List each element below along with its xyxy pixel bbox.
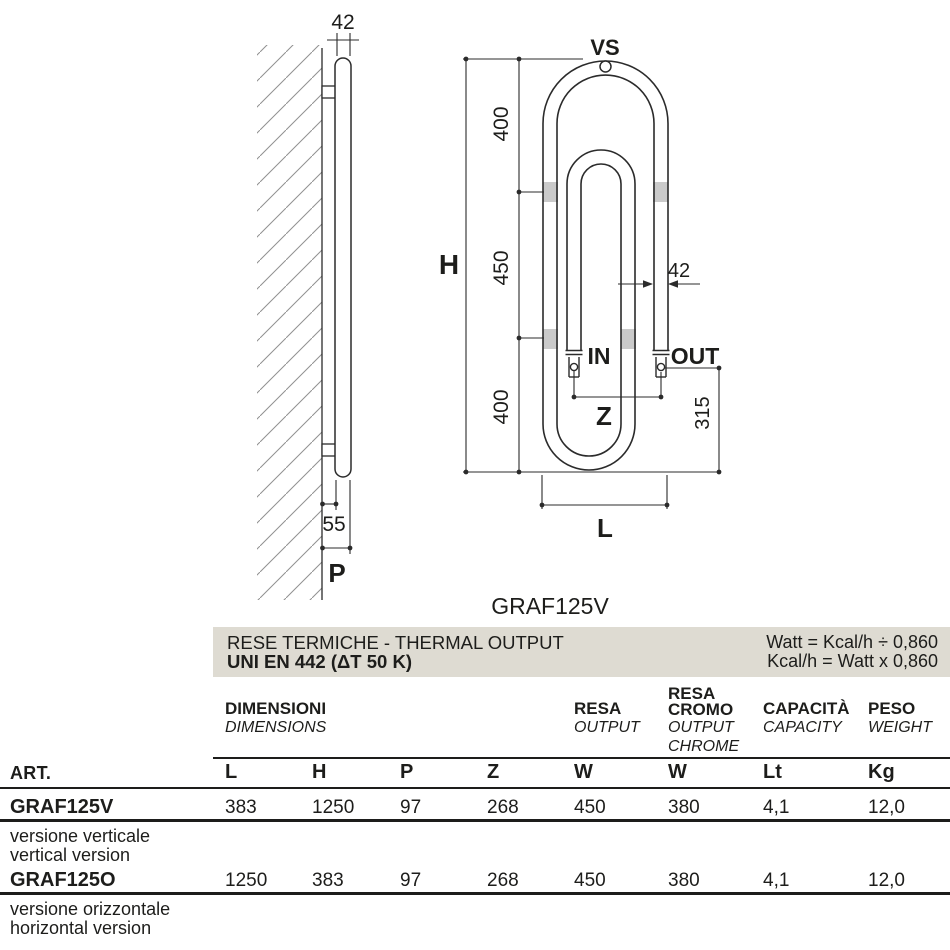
table-rule-2: [0, 819, 950, 822]
dim-42-side: [327, 33, 359, 56]
dim-450-label: 450: [490, 250, 513, 286]
row2-lt: 4,1: [763, 870, 790, 891]
col-h: H: [312, 761, 327, 783]
col-w1: W: [574, 761, 593, 783]
row1-note-en: vertical version: [10, 845, 131, 865]
side-view-tube: [335, 58, 351, 477]
col-w2: W: [668, 761, 687, 783]
thermal-output-band: [213, 627, 950, 677]
group-dimensions-en: DIMENSIONS: [225, 719, 327, 736]
group-weight: [868, 701, 932, 736]
group-dimensions-it: DIMENSIONI: [225, 699, 327, 718]
height-h-label: H: [438, 249, 460, 280]
table-rule-3: [0, 892, 950, 895]
group-weight-it: PESO: [868, 699, 916, 718]
width-l-label: L: [597, 513, 613, 543]
row1-w2: 380: [668, 797, 700, 818]
row1-art: GRAF125V: [10, 796, 114, 818]
row1-note-it: versione verticale: [10, 826, 151, 846]
row1-kg: 12,0: [868, 797, 905, 818]
row2-p: 97: [400, 870, 422, 891]
col-l: L: [225, 761, 238, 783]
row2-note-it: versione orizzontale: [10, 899, 171, 919]
band-title: [227, 633, 564, 672]
dim-42-side-label: 42: [331, 11, 355, 34]
model-caption: GRAF125V: [491, 593, 609, 619]
band-title-line2: UNI EN 442 (ΔT 50 K): [227, 651, 412, 672]
group-output-it: RESA: [574, 699, 622, 718]
dim-55-label: 55: [322, 513, 346, 536]
group-output-en: OUTPUT: [574, 719, 640, 736]
band-formulas: [766, 633, 938, 672]
dim-315-label: 315: [692, 396, 714, 430]
group-weight-en: WEIGHT: [868, 719, 932, 736]
table-rule-header: [213, 757, 950, 759]
group-output-chrome-it1: RESA: [668, 684, 716, 703]
inlet-in-label: IN: [587, 343, 611, 369]
group-capacity: [763, 701, 850, 736]
formula-line1: Watt = Kcal/h ÷ 0,860: [766, 631, 938, 652]
wall-hatch: [257, 45, 322, 600]
group-output-chrome-it2: CROMO: [668, 699, 734, 719]
dim-400-bottom-label: 400: [490, 389, 513, 425]
vent-valve-icon: [600, 61, 611, 72]
span-z-label: Z: [596, 401, 612, 431]
wall-bracket-bottom: [322, 444, 336, 456]
group-output: [574, 701, 640, 736]
outlet-out-label: OUT: [670, 343, 720, 369]
front-brackets: [543, 182, 668, 349]
depth-p-label: P: [328, 558, 346, 588]
row1-note: [10, 827, 150, 865]
row2-kg: 12,0: [868, 870, 905, 891]
row1-w1: 450: [574, 797, 606, 818]
col-z: Z: [487, 761, 500, 783]
table-rule-1: [0, 787, 950, 789]
row1-l: 383: [225, 797, 257, 818]
row1-z: 268: [487, 797, 519, 818]
band-title-line1: RESE TERMICHE - THERMAL OUTPUT: [227, 631, 564, 653]
group-output-chrome-en2: CHROME: [668, 737, 740, 755]
col-art: ART.: [10, 763, 52, 783]
group-capacity-it: CAPACITÀ: [763, 699, 850, 718]
row2-l: 1250: [225, 870, 268, 891]
vent-vs-label: VS: [590, 35, 620, 60]
wall-bracket-top: [322, 86, 336, 98]
formula-line2: Kcal/h = Watt x 0,860: [767, 651, 938, 671]
group-output-chrome: [668, 686, 739, 754]
dim-55-side: [320, 480, 338, 510]
row1-lt: 4,1: [763, 797, 790, 818]
col-lt: Lt: [763, 761, 782, 783]
dim-42-front-label: 42: [667, 260, 691, 282]
group-capacity-en: CAPACITY: [763, 719, 842, 736]
row2-note: [10, 900, 170, 938]
dim-400-top-label: 400: [490, 106, 513, 142]
row2-w1: 450: [574, 870, 606, 891]
row2-h: 383: [312, 870, 344, 891]
row1-p: 97: [400, 797, 422, 818]
row2-w2: 380: [668, 870, 700, 891]
row1-h: 1250: [312, 797, 355, 818]
row2-art: GRAF125O: [10, 869, 116, 891]
row2-note-en: horizontal version: [10, 918, 152, 938]
group-output-chrome-en1: OUTPUT: [668, 719, 734, 736]
row2-z: 268: [487, 870, 519, 891]
group-dimensions: [225, 701, 326, 736]
col-p: P: [400, 761, 414, 783]
col-kg: Kg: [868, 761, 895, 783]
